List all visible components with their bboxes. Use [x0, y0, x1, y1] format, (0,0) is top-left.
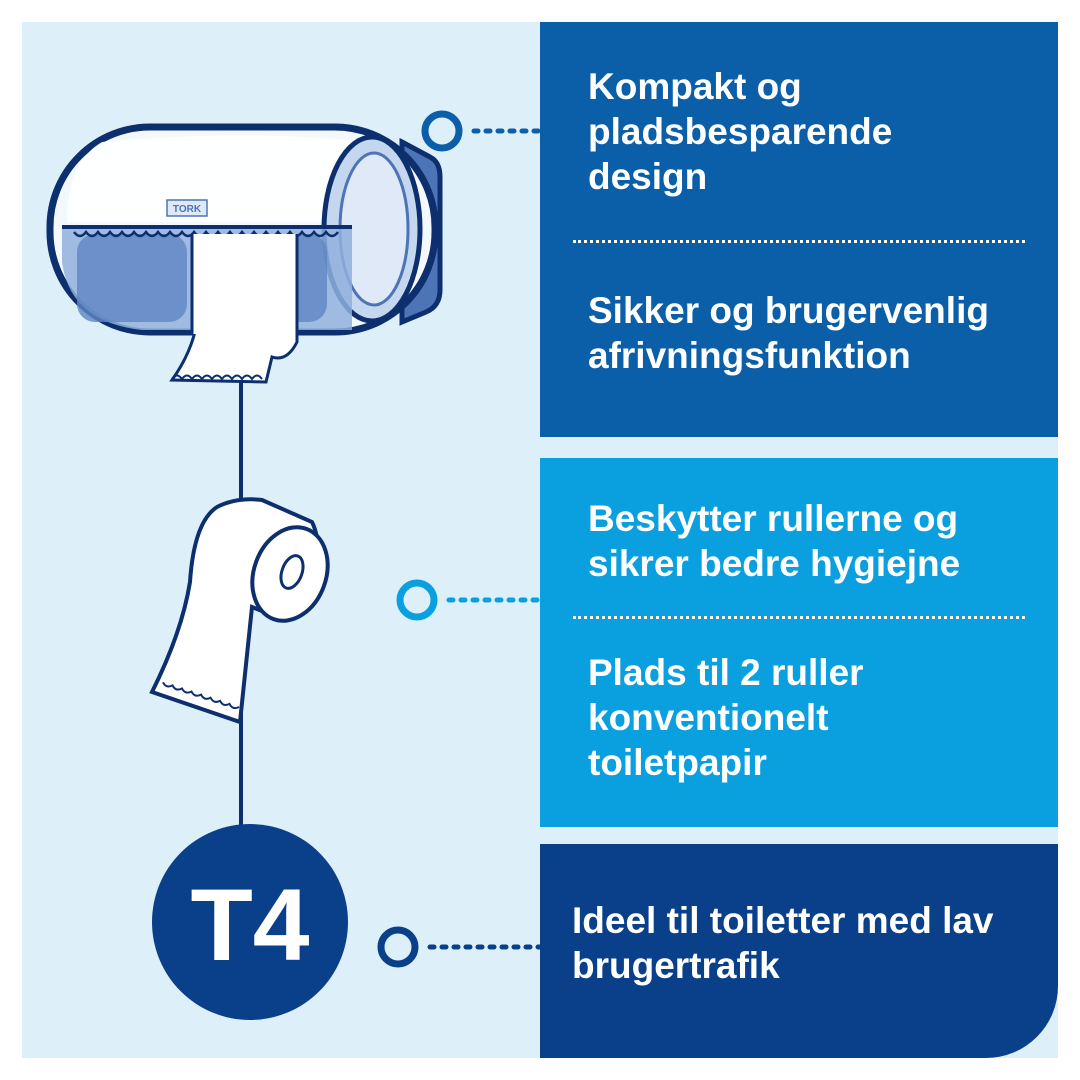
feature-panel-design [540, 22, 1058, 437]
feature-safe-tearing: Sikker og brugervenlig afrivningsfunktion [588, 290, 989, 376]
dotted-divider [573, 240, 1025, 243]
infographic-canvas [22, 22, 1058, 1058]
feature-two-rolls: Plads til 2 ruller konventionelt toiletpapir [588, 652, 864, 783]
dotted-divider [573, 616, 1025, 619]
feature-compact-design: Kompakt og pladsbesparende design [588, 66, 893, 197]
dispenser-brand-label: TORK [172, 204, 202, 215]
connector-dot-icon [381, 930, 540, 964]
feature-panel-hygiene [540, 458, 1058, 827]
feature-protects-rolls: Beskytter rullerne og sikrer bedre hygiejne [588, 498, 961, 584]
feature-low-traffic: Ideel til toiletter med lav brugertrafik [572, 900, 994, 986]
toilet-paper-dispenser-icon [50, 127, 440, 382]
t4-badge [152, 824, 348, 1020]
feature-panel-traffic [540, 844, 1058, 1058]
toilet-paper-roll-icon [152, 499, 340, 722]
connector-dot-icon [400, 583, 540, 617]
t4-badge-label: T4 [190, 868, 310, 982]
connector-dot-icon [425, 114, 540, 148]
